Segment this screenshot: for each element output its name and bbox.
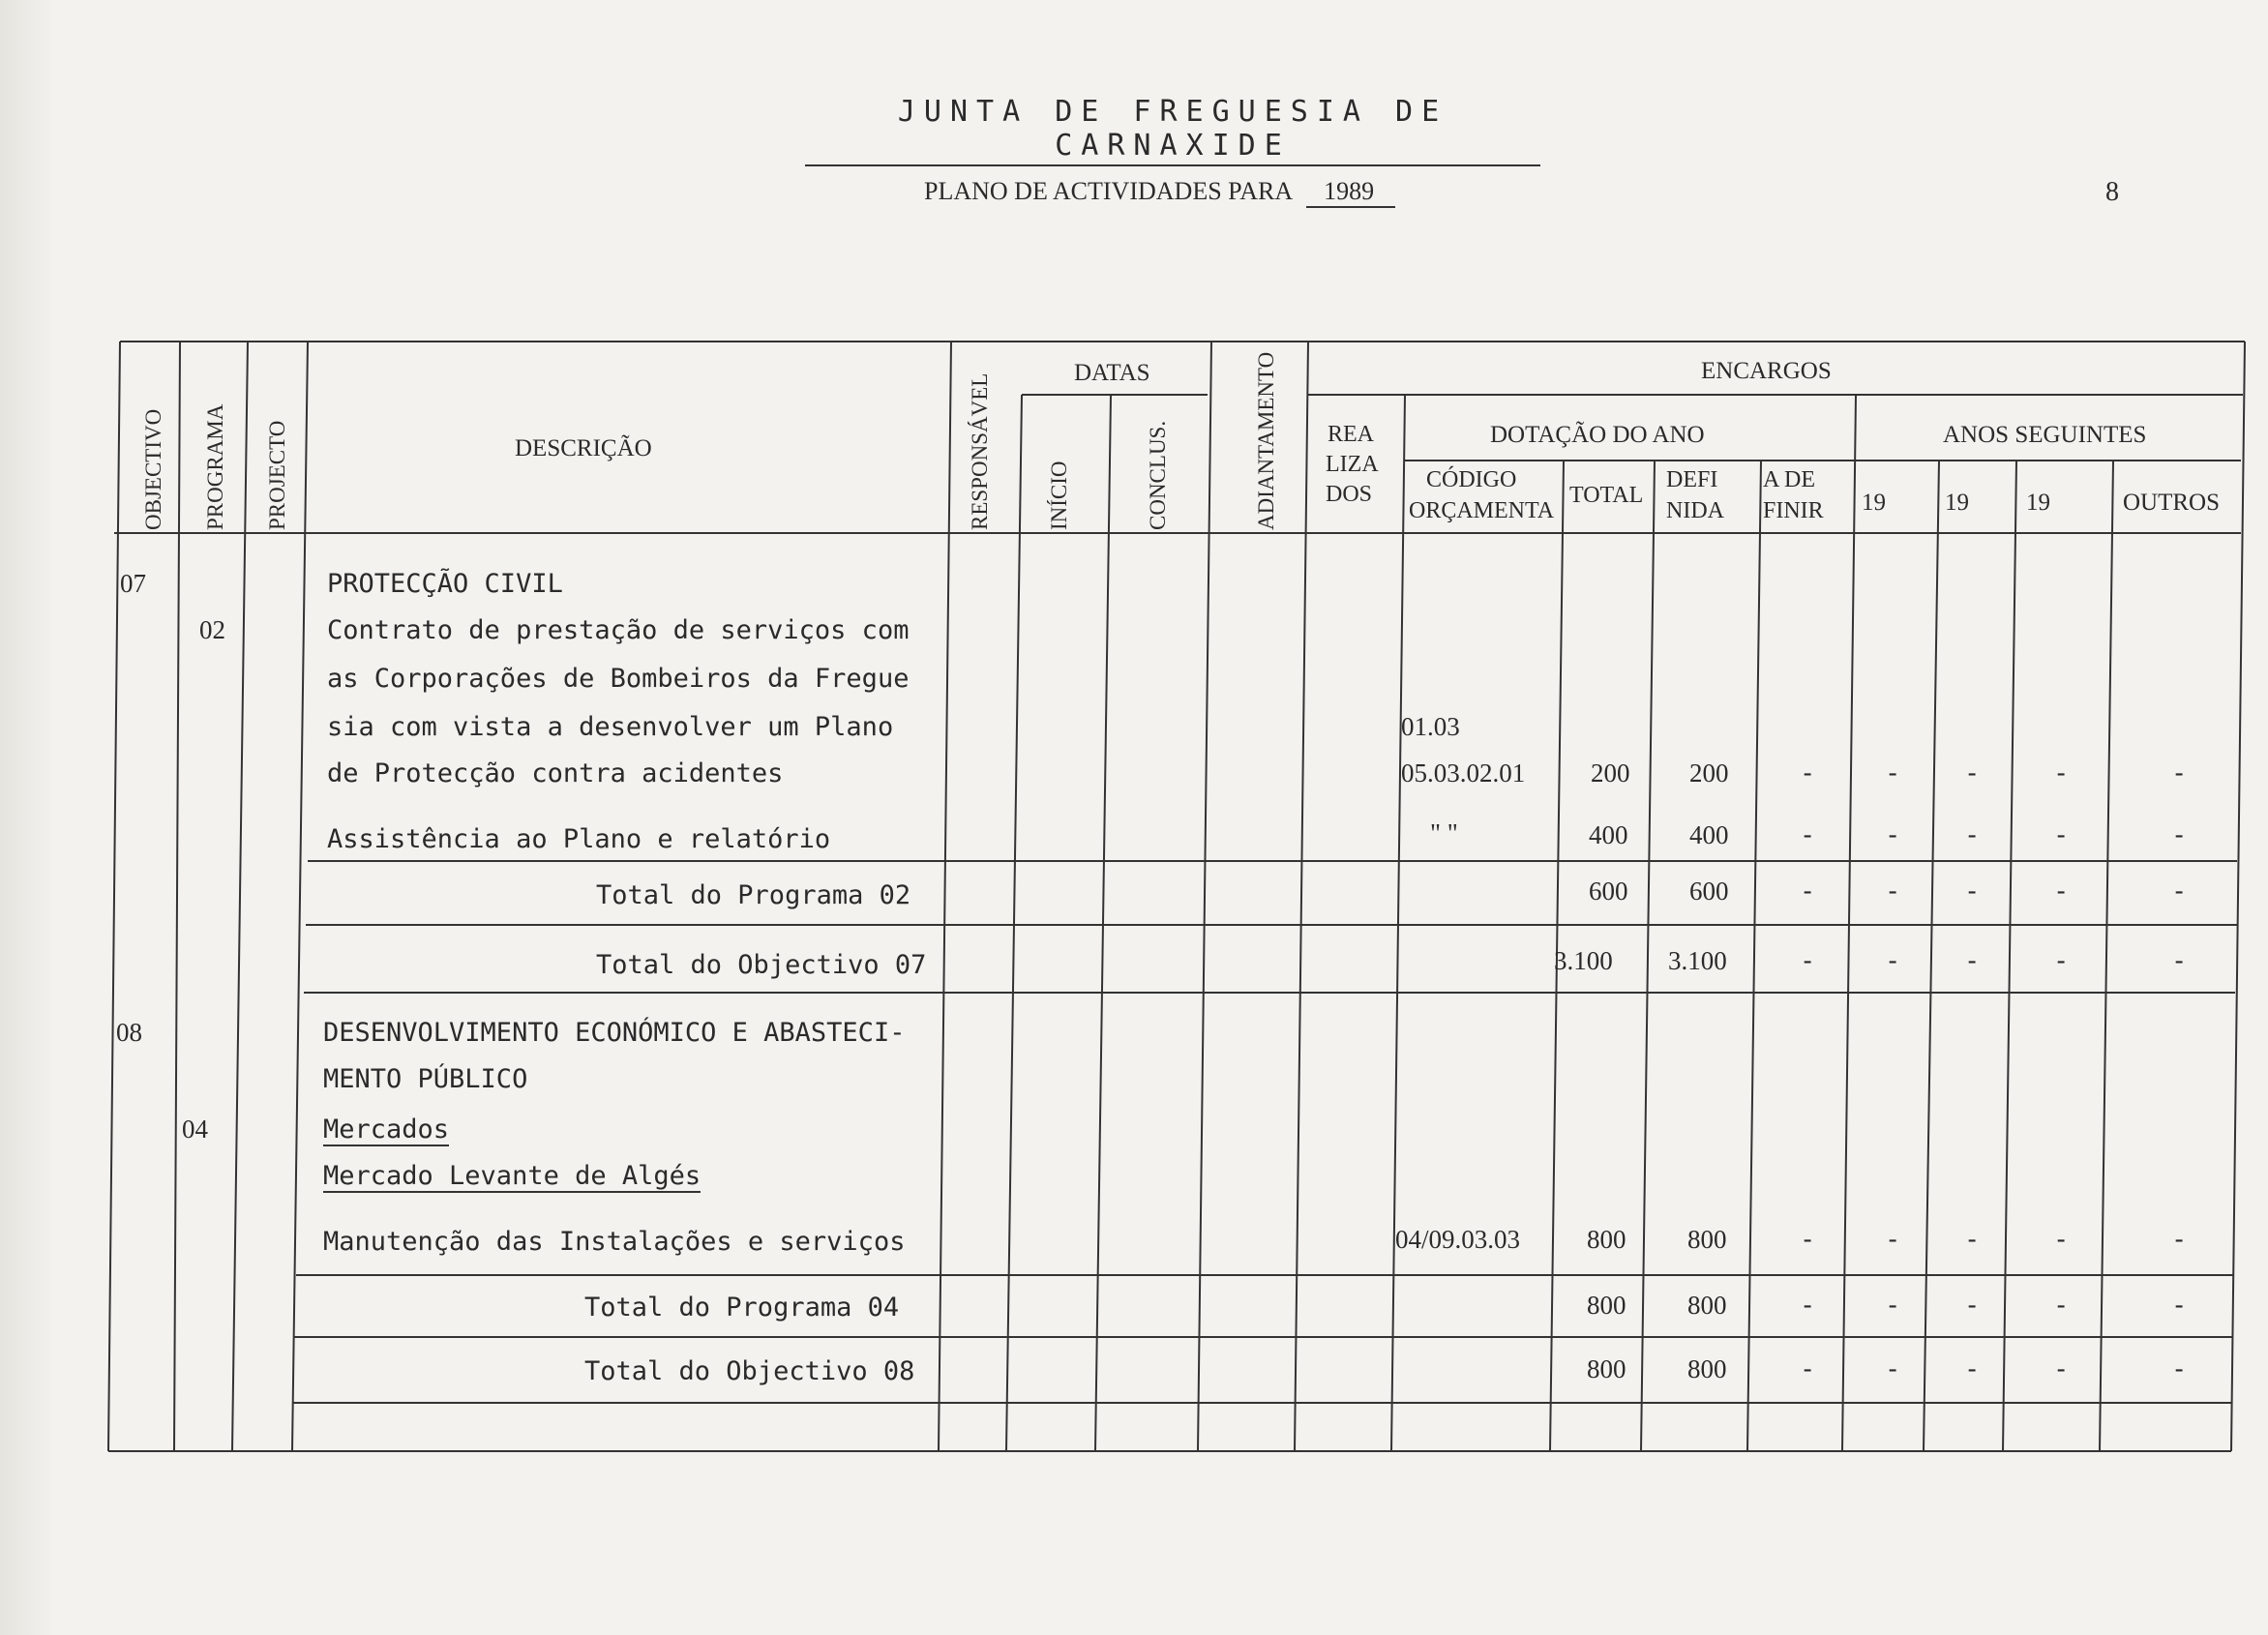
- tot-obj07-outros: -: [2171, 946, 2188, 976]
- tot-obj07-a-definir: -: [1800, 946, 1816, 976]
- col-projecto: PROJECTO: [265, 420, 289, 530]
- manut-desc: Manutenção das Instalações e serviços: [323, 1227, 906, 1257]
- protec-definida: 200: [1689, 758, 1729, 788]
- col-anos-seguintes: ANOS SEGUINTES: [1943, 422, 2147, 448]
- protec-a-definir: -: [1800, 758, 1816, 788]
- tot-prog04-definida: 800: [1687, 1291, 1727, 1320]
- manut-outros: -: [2171, 1225, 2188, 1255]
- col-dotacao: DOTAÇÃO DO ANO: [1490, 422, 1705, 448]
- document-title: JUNTA DE FREGUESIA DE CARNAXIDE: [805, 95, 1540, 166]
- assist-y1: -: [1885, 820, 1901, 850]
- protec-y2: -: [1964, 758, 1981, 788]
- tot-prog04-y1: -: [1885, 1291, 1901, 1321]
- manut-y3: -: [2053, 1225, 2070, 1255]
- tot-prog04-total: 800: [1587, 1291, 1626, 1320]
- protec-title: PROTECÇÃO CIVIL: [327, 569, 563, 599]
- tot-obj08-total: 800: [1587, 1354, 1626, 1383]
- protec-desc-3: sia com vista a desenvolver um Plano: [327, 712, 894, 742]
- manut-total: 800: [1587, 1225, 1626, 1254]
- assist-outros: -: [2171, 820, 2188, 850]
- col-a-definir-2: FINIR: [1763, 498, 1824, 523]
- assist-definida: 400: [1689, 820, 1729, 849]
- col-realizados-1: REA: [1328, 422, 1374, 447]
- col-definida-1: DEFI: [1666, 467, 1718, 492]
- tot-prog04-label: Total do Programa 04: [584, 1293, 900, 1323]
- tot-prog02-outros: -: [2171, 877, 2188, 907]
- tot-prog04-a-definir: -: [1800, 1291, 1816, 1321]
- protec-desc-1: Contrato de prestação de serviços com: [327, 615, 910, 645]
- tot-obj07-y1: -: [1885, 946, 1901, 976]
- tot-obj08-a-definir: -: [1800, 1354, 1816, 1384]
- manut-y1: -: [1885, 1225, 1901, 1255]
- tot-obj08-y3: -: [2053, 1354, 2070, 1384]
- desenv-title-2: MENTO PÚBLICO: [323, 1064, 528, 1094]
- assist-y3: -: [2053, 820, 2070, 850]
- col-datas: DATAS: [1074, 360, 1150, 386]
- tot-prog04-y2: -: [1964, 1291, 1981, 1321]
- col-codigo-1: CÓDIGO: [1426, 467, 1517, 492]
- tot-prog02-y1: -: [1885, 877, 1901, 907]
- col-year-2: 19: [1945, 490, 1969, 516]
- assist-desc: Assistência ao Plano e relatório: [327, 824, 831, 854]
- tot-obj07-label: Total do Objectivo 07: [596, 950, 927, 980]
- tot-obj08-y1: -: [1885, 1354, 1901, 1384]
- protec-code-1: 01.03: [1401, 712, 1460, 741]
- tot-obj08-outros: -: [2171, 1354, 2188, 1384]
- col-objectivo: OBJECTIVO: [141, 408, 165, 530]
- protec-desc-4: de Protecção contra acidentes: [327, 758, 784, 788]
- col-outros: OUTROS: [2123, 490, 2221, 516]
- tot-prog04-outros: -: [2171, 1291, 2188, 1321]
- programa-04: 04: [182, 1115, 208, 1144]
- tot-obj07-definida: 3.100: [1668, 946, 1727, 975]
- programa-02: 02: [199, 615, 225, 644]
- col-codigo-2: ORÇAMENTA: [1409, 498, 1555, 523]
- plan-label: PLANO DE ACTIVIDADES PARA: [924, 177, 1294, 205]
- manut-definida: 800: [1687, 1225, 1727, 1254]
- tot-prog02-total: 600: [1589, 877, 1628, 906]
- tot-obj07-total: 3.100: [1554, 946, 1613, 975]
- tot-prog02-y2: -: [1964, 877, 1981, 907]
- protec-desc-2: as Corporações de Bombeiros da Fregue: [327, 664, 910, 694]
- tot-prog04-y3: -: [2053, 1291, 2070, 1321]
- col-adiantamento: ADIANTAMENTO: [1254, 351, 1278, 530]
- tot-prog02-label: Total do Programa 02: [596, 880, 911, 910]
- tot-prog02-y3: -: [2053, 877, 2070, 907]
- col-realizados-3: DOS: [1326, 482, 1373, 507]
- protec-y3: -: [2053, 758, 2070, 788]
- assist-a-definir: -: [1800, 820, 1816, 850]
- mercado-levante: Mercado Levante de Algés: [323, 1161, 701, 1191]
- tot-prog02-definida: 600: [1689, 877, 1729, 906]
- assist-total: 400: [1589, 820, 1628, 849]
- col-a-definir-1: A DE: [1763, 467, 1815, 492]
- manut-a-definir: -: [1800, 1225, 1816, 1255]
- protec-total: 200: [1591, 758, 1630, 788]
- tot-obj08-y2: -: [1964, 1354, 1981, 1384]
- plan-year: 1989: [1306, 177, 1395, 208]
- objectivo-07: 07: [120, 569, 146, 598]
- assist-code: " ": [1430, 818, 1458, 847]
- tot-obj08-label: Total do Objectivo 08: [584, 1356, 915, 1386]
- protec-code-2: 05.03.02.01: [1401, 758, 1526, 788]
- mercados-heading: Mercados: [323, 1115, 450, 1144]
- tot-obj07-y2: -: [1964, 946, 1981, 976]
- col-conclus: CONCLUS.: [1146, 420, 1170, 530]
- col-responsavel: RESPONSÁVEL: [968, 372, 992, 530]
- page-number: 8: [2105, 177, 2119, 207]
- protec-y1: -: [1885, 758, 1901, 788]
- objectivo-08: 08: [116, 1018, 142, 1047]
- manut-y2: -: [1964, 1225, 1981, 1255]
- tot-obj07-y3: -: [2053, 946, 2070, 976]
- assist-y2: -: [1964, 820, 1981, 850]
- manut-code: 04/09.03.03: [1395, 1225, 1521, 1254]
- tot-prog02-a-definir: -: [1800, 877, 1816, 907]
- col-inicio: INÍCIO: [1047, 461, 1071, 530]
- protec-outros: -: [2171, 758, 2188, 788]
- desenv-title-1: DESENVOLVIMENTO ECONÓMICO E ABASTECI-: [323, 1018, 906, 1048]
- tot-obj08-definida: 800: [1687, 1354, 1727, 1383]
- col-realizados-2: LIZA: [1326, 452, 1379, 477]
- col-total: TOTAL: [1569, 483, 1644, 508]
- col-descricao: DESCRIÇÃO: [515, 435, 652, 461]
- col-encargos: ENCARGOS: [1701, 358, 1832, 384]
- col-definida-2: NIDA: [1666, 498, 1724, 523]
- col-year-3: 19: [2026, 490, 2050, 516]
- col-programa: PROGRAMA: [203, 403, 227, 530]
- col-year-1: 19: [1862, 490, 1886, 516]
